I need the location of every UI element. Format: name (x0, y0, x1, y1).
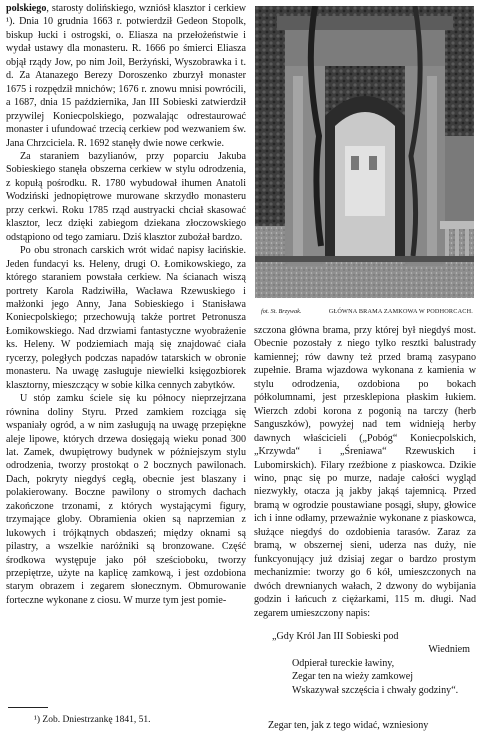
paragraph-inscriptions: Po obu stronach carskich wrót widać napisy łacińskie. Jeden fundacyi ks. Heleny, drugi O. Łomikowskiego, za którego staraniem powstała cerkiew. Na ścianach wiszą portrety Karola Radziwiłła, Wacława Rzewuskiego i małżonki jego Anny, Jana Sobieskiego i Stanisława Koniecpolskiego; przechowują także portret Petronusza Łomikowskiego. Nad drzwiami fantastyczne wyobrażenie ks. Heleny. W podziemiach mają się znajdować ciała rycerzy, poległych podczas napadów tatarskich w obronie monasteru. Na uwagę zasługuje niewielki księgozbiorek klasztorny, mieszczący w sobie kilka cennych zabytków. (6, 245, 246, 391)
castle-gate-photo (255, 6, 474, 298)
clock-inscription (272, 630, 476, 697)
paragraph-castle-description: U stóp zamku ściele się ku północy nieprzejrzana równina doliny Styru. Przed zamkiem rozciąga się wspaniały ogród, a w nim zasługują na uwagę przepiękne aleje lipowe, których drzewa dosięgają wieku ponad 300 lat. Zamek, dwupiętrowy budynek w późniejszym stylu odrodzenia, tworzy prostokąt o 2 bocznych pawilonach. Dach, pokryty niegdyś cegłą, obecnie jest blaszany i polakierowany. Boczne pawilony o stromych dachach zakończone trzonami, z których wystającymi figury, trzymające globy. Obramienia okien są naprzemian z lukowych i trójkątnych obdaszeń; między oknami są pilastry, a wszelkie naróżniki są bronzowane. Część środkowa występuje jako pół sześcioboku, tworzy przepiętrze, użyte na kaplicę zamkową, i jest ozdobiona starym obrazem i zegarem słonecznym. Obmurowanie forteczne wykonane z ciosu. W murze tym jest pomie- (6, 393, 246, 606)
left-text-column (6, 2, 246, 607)
inscription-line-2: Wiedniem (428, 644, 470, 656)
inscription-line-4: Zegar ten na wieży zamkowej (292, 671, 414, 683)
footnote-divider (8, 707, 48, 708)
paragraph-text: , starosty dolińskiego, wzniósł klasztor i cerkiew ¹). Dnia 10 grudnia 1663 r. potwierdził Gedeon Stopolk, biskup łucki i ostrogski, o. Eliasza na przełożeństwie i wydał ustawy dla monasteru. R. 1666 po śmierci Eliasza objął rządy Jow, po nim Joil, Berżyński, Wyszobrawka i t. d. Za Atanazego Berezy Doroszenko zburzył monaster 1675 i rozpędził mnichów; 1676 r. znowu mnisi powrócili, a 1687, dnia 15 października, Jan III Sobieski zatwierdził przywilej Koniecpolskiego, pozwalając odrestaurować monaster i ufundować trzecią cerkiew pod wezwaniem św. Jana Chrzciciela. R. 1692 stanęły dwie nowe cerkwie. (6, 3, 246, 149)
inscription-line-3: Odpierał tureckie ławiny, (292, 657, 395, 669)
inscription-line-1: „Gdy Król Jan III Sobieski pod (272, 630, 399, 642)
paragraph-clock-tail: Zegar ten, jak z tego widać, wzniesiony (268, 720, 429, 731)
paragraph-lead-bold: polskiego (6, 3, 47, 14)
right-text-column (254, 324, 476, 707)
paragraph-basilians: Za staraniem bazylianów, przy poparciu Jakuba Sobieskiego stanęła obszerna cerkiew w stylu odrodzenia, z kopułą pośrodku. R. 1780 wybudował ihumen Anatoli Wodziński jednopiętrowe murowane skrzydło monasteru przy cerkwi. Roku 1785 rząd austryacki chciał skasować klasztor, lecz dzięki zabiegom dziekana złoczowskiego odstąpiono od tego zamiaru. Dziś klasztor zubożał bardzo. (6, 150, 246, 243)
paragraph-main-gate: szczona główna brama, przy której był niegdyś most. Obecnie pozostały z niego tylko resztki balustrady kamiennej; rów dawny też przed bramą zasypano zupełnie. Brama wjazdowa wykonana z kamienia w stylu odrodzenia, ozdobiona po bokach półkolumnami, jest przesklepiona płaskim łukiem. Wierzch zdobi korona z pogonią na tarczy (herb Sanguszków), powyżej nad tem widnieją herby dawnych właścicieli („Pobóg“ Koniecpolskich, „Krzywda“ i „Śreniawa“ Rzewuskich i Lubomirskich). Filary rzeźbione z piaskowca. Dzikie wino, pnąc się po murze, nadaje całości wygląd niezwykły, otacza ją jakby jakąś tajemnicą. Przed bramą w ogrodzie poustawiane posągi, słupy, głowice ich i inne odłamy, przeważnie wykonane z piaskowca, służące niegdyś do ozdobienia tarasów. Zaraz za bramą, w obszernej sieni, uderza nas duży, nie funkcyonujący już dzisiaj zegar o bardzo prostym mechanizmie: tworzy go 6 kół, umieszczonych na dwóch drewnianych wałach, 2 dzwony do wybijania godzin i łańcuch z ciężarkami, 115 m. długi. Nad zegarem umieszczony napis: (254, 325, 476, 619)
inscription-line-5: Wskazywał szczęścia i chwały godziny“. (292, 684, 459, 696)
photo-credit: fot. St. Brzywak. (261, 308, 302, 315)
photo-caption (255, 306, 477, 318)
castle-gate-illustration (255, 6, 474, 298)
footnote: ¹) Zob. Dniestrzankę 1841, 51. (34, 715, 151, 725)
caption-title: GŁÓWNA BRAMA ZAMKOWA W PODHORCACH. (328, 308, 473, 315)
paragraph-monastery-history (6, 2, 246, 150)
